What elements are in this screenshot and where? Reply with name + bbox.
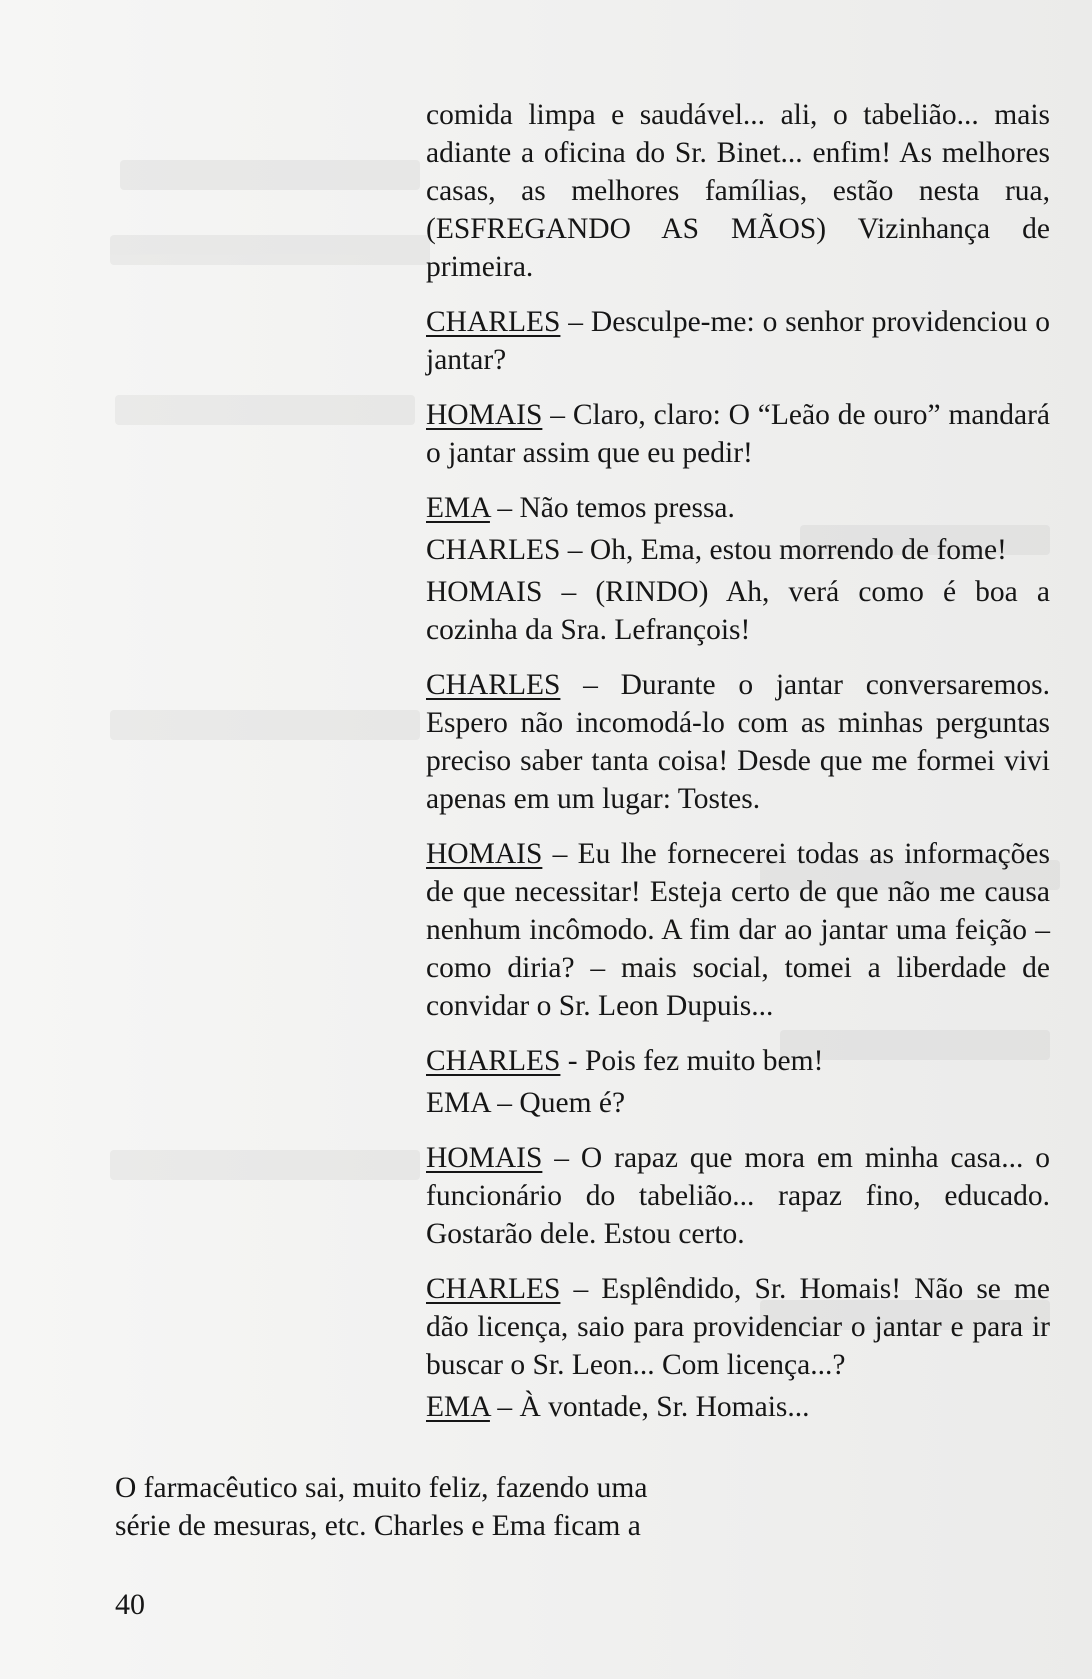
paragraph-text: EMA – Quem é? bbox=[426, 1087, 626, 1119]
speaker-name: CHARLES bbox=[426, 306, 561, 338]
paragraph bbox=[426, 573, 1050, 649]
paragraph-text: – À vontade, Sr. Homais... bbox=[489, 1391, 810, 1423]
speaker-name: CHARLES bbox=[426, 1045, 561, 1077]
paragraph-text: – Claro, claro: O “Leão de ouro” mandará o jantar assim que eu pedir! bbox=[426, 399, 1050, 469]
speaker-name: EMA bbox=[426, 1391, 490, 1423]
speaker-name: HOMAIS bbox=[426, 838, 543, 870]
paragraph-text: – Durante o jantar conversaremos. Espero não incomodá-lo com as minhas perguntas preciso saber tanta coisa! Desde que me formei vivi apenas em um lugar: Tostes. bbox=[426, 669, 1050, 815]
speaker-name: HOMAIS bbox=[426, 1142, 543, 1174]
paragraph bbox=[426, 835, 1050, 1025]
paragraph-text: - Pois fez muito bem! bbox=[560, 1045, 824, 1077]
speaker-name: CHARLES bbox=[426, 1273, 561, 1305]
speaker-name: CHARLES bbox=[426, 669, 561, 701]
paragraph-text: – O rapaz que mora em minha casa... o funcionário do tabelião... rapaz fino, educado. Gostarão dele. Estou certo. bbox=[426, 1142, 1050, 1250]
paragraph bbox=[426, 1084, 1050, 1122]
speaker-name: EMA bbox=[426, 492, 490, 524]
paragraph-text: CHARLES – Oh, Ema, estou morrendo de fome! bbox=[426, 534, 1007, 566]
paragraph-text: comida limpa e saudável... ali, o tabelião... mais adiante a oficina do Sr. Binet... enfim! As melhores casas, as melhores famílias, estão nesta rua, (ESFREGANDO AS MÃOS) Vizinhança de primeira. bbox=[426, 99, 1050, 283]
paragraph bbox=[426, 666, 1050, 818]
paragraph bbox=[426, 96, 1050, 286]
speaker-name: HOMAIS bbox=[426, 399, 543, 431]
paragraph-text: – Esplêndido, Sr. Homais! Não se me dão licença, saio para providenciar o jantar e para ir buscar o Sr. Leon... Com licença...? bbox=[426, 1273, 1050, 1381]
paragraph bbox=[426, 1139, 1050, 1253]
dialogue-block bbox=[426, 96, 1050, 1443]
page-number: 40 bbox=[115, 1588, 145, 1621]
paragraph bbox=[426, 1388, 1050, 1426]
stage-direction-line: série de mesuras, etc. Charles e Ema ficam a bbox=[115, 1510, 641, 1542]
paragraph-text: – Desculpe-me: o senhor providenciou o jantar? bbox=[426, 306, 1050, 376]
paragraph bbox=[426, 1042, 1050, 1080]
paragraph bbox=[426, 396, 1050, 472]
stage-direction-line: O farmacêutico sai, muito feliz, fazendo uma bbox=[115, 1472, 648, 1504]
paragraph bbox=[426, 531, 1050, 569]
paragraph bbox=[426, 1270, 1050, 1384]
paragraph bbox=[426, 303, 1050, 379]
paragraph-text: – Não temos pressa. bbox=[489, 492, 735, 524]
paragraph bbox=[426, 489, 1050, 527]
paragraph-text: – Eu lhe fornecerei todas as informações de que necessitar! Esteja certo de que não me causa nenhum incômodo. A fim dar ao jantar uma feição – como diria? – mais social, tomei a liberdade de convidar o Sr. Leon Dupuis... bbox=[426, 838, 1050, 1022]
stage-direction bbox=[115, 1469, 715, 1545]
paragraph-text: HOMAIS – (RINDO) Ah, verá como é boa a cozinha da Sra. Lefrançois! bbox=[426, 576, 1050, 646]
